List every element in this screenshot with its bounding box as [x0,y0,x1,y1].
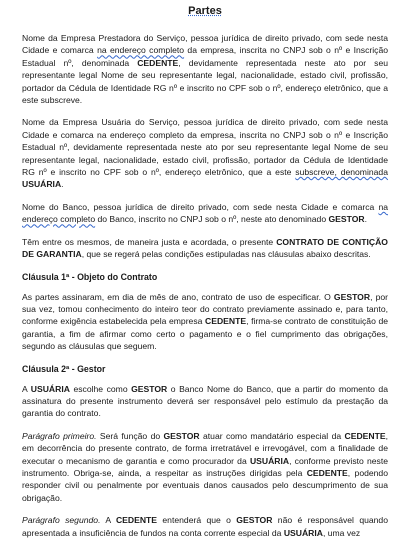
clause-2-paragraph-first: Parágrafo primeiro. Será função do GESTOR atuar como mandatário especial da CEDENTE, em decorrência do presente contrato, de forma irretratável e irrevogável, com a finalidade de executar o mecanismo de garantia e como procurador da USUÁRIA, conforme previsto neste instrumento. Obriga-se, ainda, a respeitar as instruções dirigidas pela CEDENTE, podendo responder civil ou penalmente por eventuais danos causados pelo descumprimento de sua obrigação. [22,430,388,503]
clause-2-paragraph: A USUÁRIA escolhe como GESTOR o Banco Nome do Banco, que a partir do momento da assinatura do presente instrumento deverá ser responsável pelo estímulo da prestação da garantia do contrato. [22,383,388,419]
clause-2-paragraph-second: Parágrafo segundo. A CEDENTE entenderá que o GESTOR não é responsável quando apresentada a insuficiência de fundos na conta corrente especial da USUÁRIA, uma vez [22,515,388,538]
party-gestor-paragraph: Nome do Banco, pessoa jurídica de direito privado, com sede nesta Cidade e comarca na endereço completo do Banco, inscrito no CNPJ sob o nº, neste ato denominado GESTOR. [22,201,388,225]
clause-1-heading: Cláusula 1ª - Objeto do Contrato [22,271,158,282]
agreement-paragraph: Têm entre os mesmos, de maneira justa e acordada, o presente CONTRATO DE CONTIÇÃO DE GARANTIA, que se regerá pelas condições estipuladas nas cláusulas abaixo descritas. [22,236,388,260]
party-usuaria-paragraph: Nome da Empresa Usuária do Serviço, pessoa jurídica de direito privado, com sede nesta Cidade e comarca na endereço completo da empresa, inscrita no CNPJ sob o nº e Inscrição Estadual nº, devidamente representada neste ato por seu representante legal Nome de seu representante legal, nacionalidade, estado civil, profissão, portador da Cédula de Identidade RG nº e inscrito no CPF sob o nº, endereço eletrônico, que a este subscreve, denominada USUÁRIA. [22,117,388,190]
clause-2-heading: Cláusula 2ª - Gestor [22,363,106,374]
clause-1-paragraph: As partes assinaram, em dia de mês de ano, contrato de uso de especificar. O GESTOR, por sua vez, tomou conhecimento do inteiro teor do contrato previamente assinado e, para tanto, conforme exigência estabelecida pela empresa CEDENTE, firma-se contrato de constituição de garantia, a fim de afirmar como certo o pagamento e o fiel cumprimento das obrigações, segundo as cláusulas que seguem. [22,291,388,352]
party-cedente-paragraph: Nome da Empresa Prestadora do Serviço, pessoa jurídica de direito privado, com sede nesta Cidade e comarca na endereço completo da empresa, inscrita no CNPJ sob o nº e Inscrição Estadual nº, denominada CEDENTE, devidamente representada neste ato por seu representante legal Nome de seu representante legal, nacionalidade, estado civil, profissão, portador da Cédula de Identidade RG nº e inscrito no CPF sob o nº, endereço eletrônico, que a este subscreve. [22,33,389,106]
document-title: Partes [188,5,222,17]
